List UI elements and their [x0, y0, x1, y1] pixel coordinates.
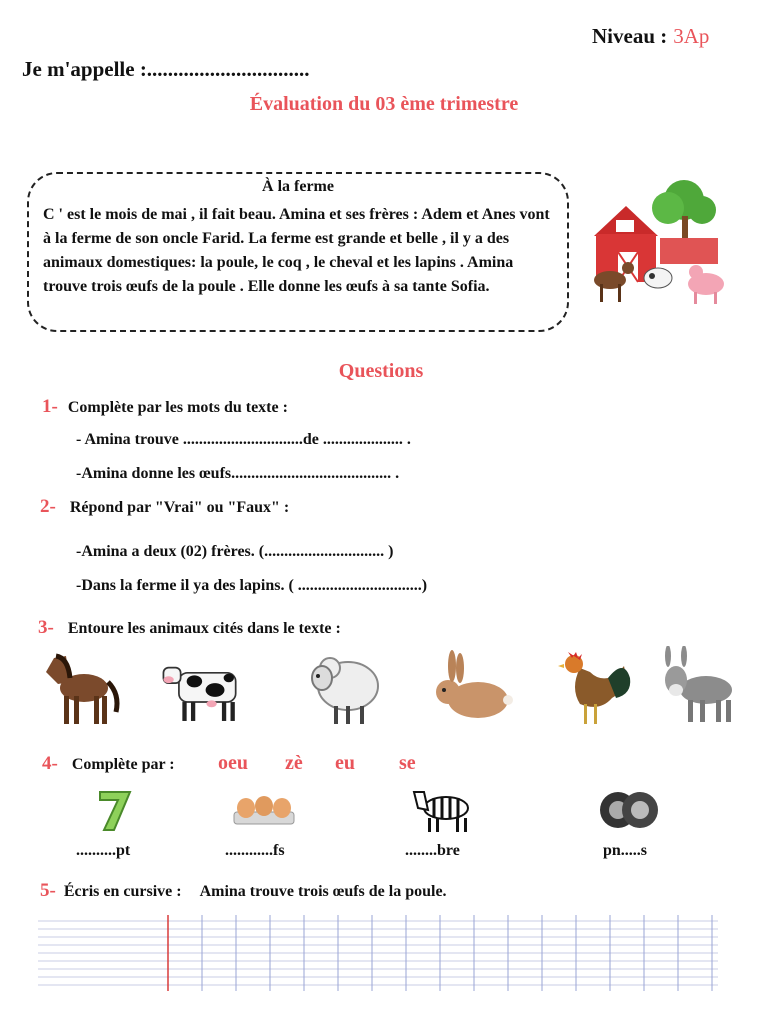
question-5 [40, 880, 447, 902]
question-3 [38, 617, 341, 639]
word-blank: ..........pt [76, 842, 131, 859]
donkey-icon[interactable] [654, 646, 740, 726]
tires-icon [598, 788, 662, 832]
question-2 [40, 496, 289, 518]
eggs-icon [232, 792, 296, 828]
true-false-line: -Amina a deux (02) frères. (.............................. ) [76, 543, 394, 560]
questions-title: Questions [338, 360, 424, 382]
evaluation-title: Évaluation du 03 ème trimestre [249, 93, 519, 115]
syllable-oeu: oeu [218, 752, 248, 774]
zebra-icon [410, 788, 474, 834]
question-instruction: Complète par : [71, 756, 175, 773]
cow-icon[interactable] [160, 650, 246, 730]
question-number: 3- [38, 617, 54, 638]
question-4 [42, 753, 175, 775]
fill-line: -Amina donne les œufs........................................ . [76, 465, 400, 482]
question-instruction: Entoure les animaux cités dans le texte : [67, 620, 341, 637]
farm-illustration [588, 168, 728, 308]
question-instruction: Complète par les mots du texte : [67, 399, 288, 416]
fill-line: - Amina trouve ..............................de .................... . [76, 431, 411, 448]
level-line [592, 24, 709, 49]
level-value: 3Ap [673, 24, 710, 48]
number-seven-icon [96, 788, 136, 832]
cursive-sentence: Amina trouve trois œufs de la poule. [199, 883, 447, 900]
question-number: 1- [42, 396, 58, 417]
cursive-writing-lines[interactable] [38, 915, 718, 991]
reading-title: À la ferme [262, 178, 334, 195]
question-instruction: Répond par "Vrai" ou "Faux" : [69, 499, 290, 516]
word-blank: pn.....s [603, 842, 648, 859]
horse-icon[interactable] [38, 648, 124, 728]
true-false-line: -Dans la ferme il ya des lapins. ( ...............................) [76, 577, 428, 594]
rabbit-icon[interactable] [428, 648, 514, 728]
reading-body: C ' est le mois de mai , il fait beau. Amina et ses frères : Adem et Anes vont à la ferme de son oncle Farid. La ferme est grande et belle , il y a des animaux domestiques: la poule, le coq , le cheval et les lapins . Amina trouve trois œufs de la poule . Elle donne les œufs à sa tante Sofia. [43, 206, 550, 295]
word-blank: ............fs [225, 842, 285, 859]
sheep-icon[interactable] [300, 648, 386, 728]
reading-text-box [27, 172, 569, 332]
question-1 [42, 396, 288, 418]
question-number: 5- [40, 880, 56, 901]
question-number: 2- [40, 496, 56, 517]
question-number: 4- [42, 753, 58, 774]
syllable-eu: eu [335, 752, 355, 774]
question-instruction: Écris en cursive : [63, 883, 182, 900]
syllable-se: se [399, 752, 416, 774]
name-line: Je m'appelle :............................... [22, 57, 310, 81]
rooster-icon[interactable] [550, 648, 636, 728]
syllable-ze: zè [285, 752, 303, 774]
level-label: Niveau : [592, 24, 668, 48]
word-blank: ........bre [405, 842, 460, 859]
